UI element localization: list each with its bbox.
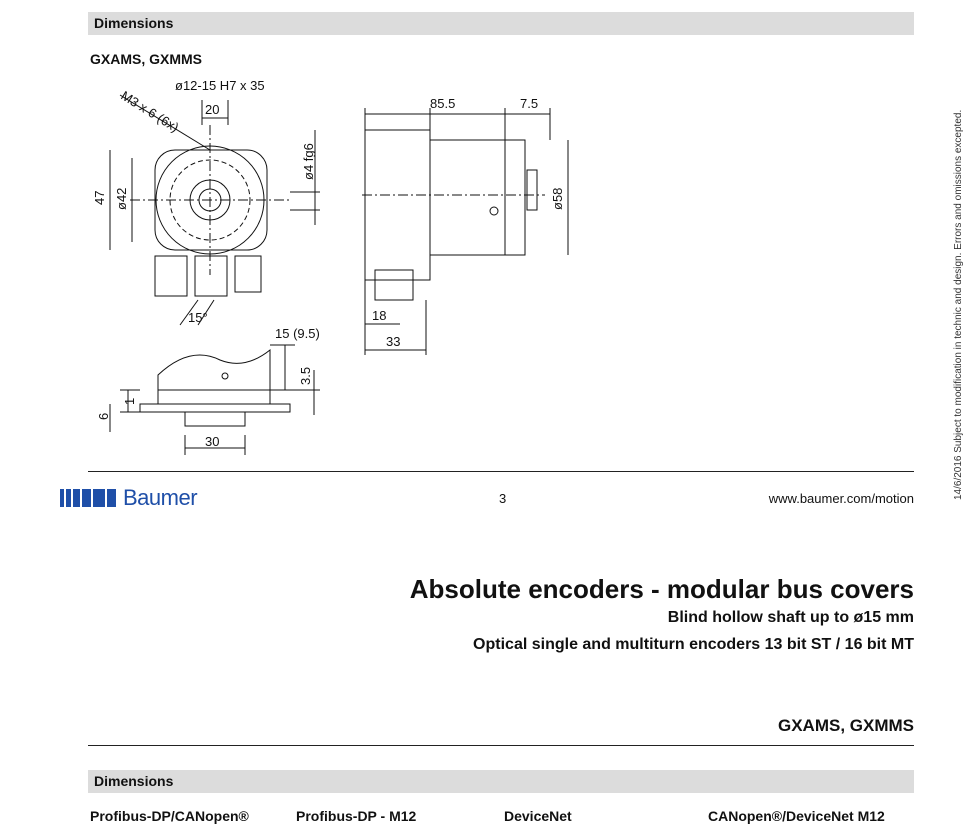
page2-rule — [88, 745, 914, 746]
dim-20: 20 — [205, 102, 220, 117]
dim-6: 6 — [96, 412, 111, 420]
dim-15-9-5: 15 (9.5) — [275, 326, 320, 341]
dim-18: 18 — [372, 308, 387, 323]
dim-42: ø42 — [114, 187, 129, 210]
dim-30: 30 — [205, 434, 220, 449]
column-devicenet: DeviceNet — [504, 808, 572, 824]
model-label: GXAMS, GXMMS — [90, 51, 203, 67]
dim-47: 47 — [92, 190, 107, 205]
column-profibus-m12: Profibus-DP - M12 — [296, 808, 417, 824]
dim-33: 33 — [386, 334, 401, 349]
dim-3-5: 3.5 — [298, 366, 313, 385]
dimension-drawing — [80, 70, 600, 470]
page-subtitle-1: Blind hollow shaft up to ø15 mm — [667, 609, 914, 626]
side-note: 14/6/2016 Subject to modification in technic and design. Errors and omissions excepted. — [953, 109, 964, 500]
page-number: 3 — [499, 491, 507, 506]
footer-url: www.baumer.com/motion — [768, 491, 914, 506]
dim-shaft: ø12-15 H7 x 35 — [175, 78, 265, 93]
section-header-dimensions-2: Dimensions — [88, 770, 914, 793]
dim-1: 1 — [122, 397, 137, 405]
dim-4fg6: ø4 fg6 — [301, 143, 316, 180]
page2-model: GXAMS, GXMMS — [777, 716, 914, 735]
section-header-dimensions: Dimensions — [88, 12, 914, 35]
page-title: Absolute encoders - modular bus covers — [409, 574, 914, 604]
column-profibus-canopen: Profibus-DP/CANopen® — [90, 808, 249, 824]
page-subtitle-2: Optical single and multiturn encoders 13 bit ST / 16 bit MT — [473, 636, 914, 653]
dim-screw: M3 x 6 (6x) — [118, 87, 182, 135]
column-canopen-devicenet-m12: CANopen®/DeviceNet M12 — [708, 808, 885, 824]
dim-58: ø58 — [550, 187, 565, 210]
dim-7-5: 7.5 — [520, 96, 539, 111]
footer-rule — [88, 471, 914, 472]
dim-15deg: 15° — [188, 310, 208, 325]
brand-name: Baumer — [123, 485, 198, 510]
baumer-logo-icon — [60, 489, 116, 507]
dim-85-5: 85.5 — [430, 96, 456, 111]
